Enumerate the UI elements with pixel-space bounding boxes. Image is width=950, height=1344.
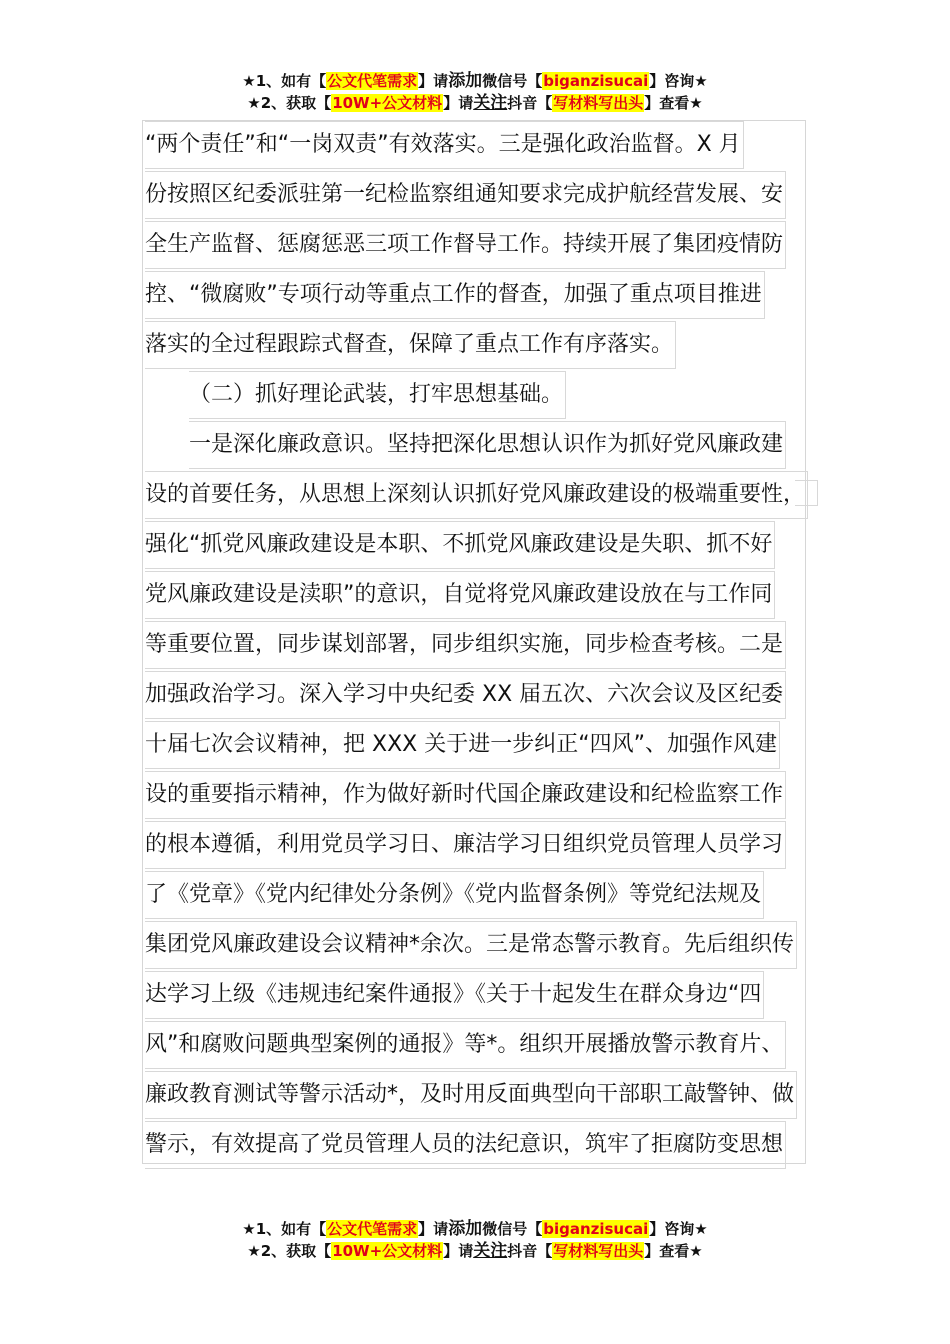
top-banner bbox=[0, 70, 950, 114]
text-line-content: 了《党章》《党内纪律处分条例》《党内监督条例》等党纪法规及 bbox=[145, 871, 764, 919]
text-line bbox=[145, 871, 810, 921]
banner-line-2 bbox=[0, 92, 950, 114]
text-line-content: “两个责任”和“一岗双责”有效落实。三是强化政治监督。X 月 bbox=[145, 121, 744, 169]
text-line-content: 控、“微腐败”专项行动等重点工作的督查，加强了重点项目推进 bbox=[145, 271, 765, 319]
highlight-text: 10W+公文材料 bbox=[332, 94, 443, 112]
text-line bbox=[145, 121, 810, 171]
banner-line-2 bbox=[0, 1240, 950, 1262]
text-line bbox=[145, 371, 810, 421]
text-line-content: 集团党风廉政建设会议精神*余次。三是常态警示教育。先后组织传 bbox=[145, 921, 797, 969]
text-line bbox=[145, 571, 810, 621]
text-line-content: 加强政治学习。深入学习中央纪委 XX 届五次、六次会议及区纪委 bbox=[145, 671, 786, 719]
text-line bbox=[145, 671, 810, 721]
text-line-content: 份按照区纪委派驻第一纪检监察组通知要求完成护航经营发展、安 bbox=[145, 171, 786, 219]
text-line-content: 的根本遵循，利用党员学习日、廉洁学习日组织党员管理人员学习 bbox=[145, 821, 786, 869]
banner-text: 】咨询★ bbox=[649, 72, 708, 90]
banner-text: 抖音【 bbox=[507, 1242, 553, 1260]
banner-text: ★2、获取【 bbox=[247, 1242, 332, 1260]
banner-text: 】请 bbox=[418, 72, 449, 90]
text-line bbox=[145, 921, 810, 971]
banner-text: 】查看★ bbox=[644, 1242, 703, 1260]
text-line-content: 落实的全过程跟踪式督查，保障了重点工作有序落实。 bbox=[145, 321, 676, 369]
text-line bbox=[145, 1021, 810, 1071]
text-line-content: 十届七次会议精神，把 XXX 关于进一步纠正“四风”、加强作风建 bbox=[145, 721, 780, 769]
text-line-content: 党风廉政建设是渎职”的意识，自觉将党风廉政建设放在与工作同 bbox=[145, 571, 775, 619]
text-line bbox=[145, 771, 810, 821]
text-line-content: 设的首要任务，从思想上深刻认识抓好党风廉政建设的极端重要性， bbox=[145, 471, 808, 519]
text-line bbox=[145, 421, 810, 471]
banner-text: 】查看★ bbox=[644, 94, 703, 112]
banner-text: ★1、如有【 bbox=[242, 1220, 327, 1238]
text-line bbox=[145, 321, 810, 371]
text-line bbox=[145, 1071, 810, 1121]
douyin-id-highlight: 写材料写出头 bbox=[553, 94, 644, 112]
banner-text: 】请 bbox=[443, 94, 474, 112]
bottom-banner bbox=[0, 1218, 950, 1262]
text-line bbox=[145, 271, 810, 321]
highlight-text: 10W+公文材料 bbox=[332, 1242, 443, 1260]
banner-text: ★2、获取【 bbox=[247, 94, 332, 112]
text-line bbox=[145, 821, 810, 871]
text-line bbox=[145, 521, 810, 571]
banner-text: 】请 bbox=[443, 1242, 474, 1260]
banner-text: 】请 bbox=[418, 1220, 449, 1238]
text-line bbox=[145, 1121, 810, 1171]
text-line-content: 一是深化廉政意识。坚持把深化思想认识作为抓好党风廉政建 bbox=[189, 421, 786, 469]
text-line bbox=[145, 221, 810, 271]
banner-text: 】咨询★ bbox=[649, 1220, 708, 1238]
banner-text: 微信号【 bbox=[482, 72, 543, 90]
text-line bbox=[145, 971, 810, 1021]
highlight-text: 公文代笔需求 bbox=[327, 72, 418, 90]
banner-text: ★1、如有【 bbox=[242, 72, 327, 90]
text-line-content: 风”和腐败问题典型案例的通报》等*。组织开展播放警示教育片、 bbox=[145, 1021, 786, 1069]
banner-text: 添加 bbox=[448, 71, 483, 91]
document-body bbox=[145, 121, 810, 1171]
banner-text: 关注 bbox=[473, 93, 508, 113]
banner-text: 抖音【 bbox=[507, 94, 553, 112]
banner-line-1 bbox=[0, 1218, 950, 1240]
text-line-content: 警示，有效提高了党员管理人员的法纪意识，筑牢了拒腐防变思想 bbox=[145, 1121, 786, 1169]
text-line bbox=[145, 471, 810, 521]
banner-text: 关注 bbox=[473, 1241, 508, 1261]
text-line-content: 设的重要指示精神，作为做好新时代国企廉政建设和纪检监察工作 bbox=[145, 771, 786, 819]
text-line bbox=[145, 721, 810, 771]
text-line-content: 达学习上级《违规违纪案件通报》《关于十起发生在群众身边“四 bbox=[145, 971, 764, 1019]
wechat-id-highlight: biganzisucai bbox=[543, 1220, 649, 1238]
banner-text: 添加 bbox=[448, 1219, 483, 1239]
text-line-content: （二）抓好理论武装，打牢思想基础。 bbox=[189, 371, 566, 419]
text-line bbox=[145, 621, 810, 671]
text-line-content: 强化“抓党风廉政建设是本职、不抓党风廉政建设是失职、抓不好 bbox=[145, 521, 775, 569]
text-line-content: 廉政教育测试等警示活动*，及时用反面典型向干部职工敲警钟、做 bbox=[145, 1071, 797, 1119]
text-line-content: 全生产监督、惩腐惩恶三项工作督导工作。持续开展了集团疫情防 bbox=[145, 221, 786, 269]
highlight-text: 公文代笔需求 bbox=[327, 1220, 418, 1238]
douyin-id-highlight: 写材料写出头 bbox=[553, 1242, 644, 1260]
text-line-content: 等重要位置，同步谋划部署，同步组织实施，同步检查考核。二是 bbox=[145, 621, 786, 669]
banner-line-1 bbox=[0, 70, 950, 92]
wechat-id-highlight: biganzisucai bbox=[543, 72, 649, 90]
banner-text: 微信号【 bbox=[482, 1220, 543, 1238]
text-line bbox=[145, 171, 810, 221]
